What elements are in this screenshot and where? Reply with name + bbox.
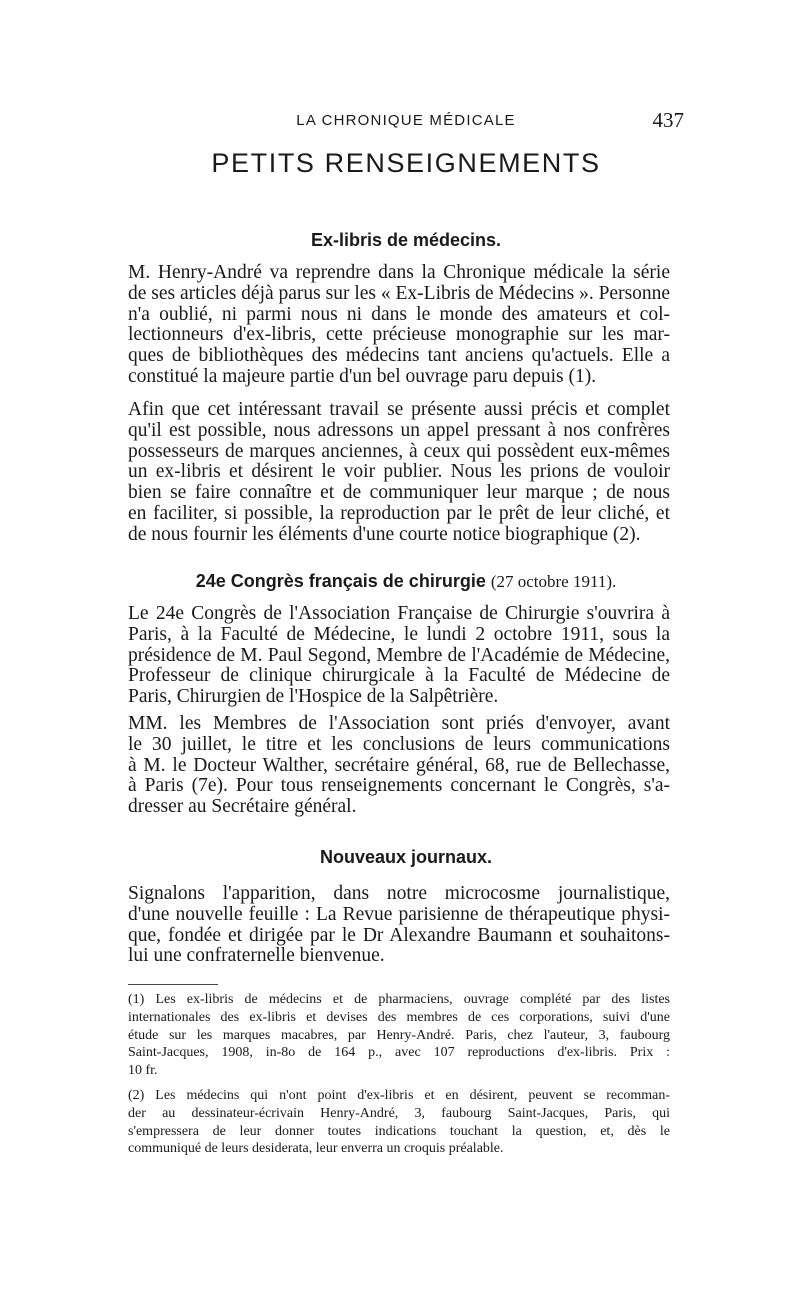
paragraph-ex-libris-2: [128, 400, 670, 546]
footnote-line: Saint-Jacques, 1908, in-8o de 164 p., avec 107 reproductions d'ex-libris. Prix :: [128, 1045, 670, 1061]
footnote-1: [128, 991, 670, 1080]
text-line: Professeur de clinique chirurgicale à la Faculté de Médecine de: [128, 665, 670, 687]
running-head: [128, 108, 684, 132]
text-line: ques de bibliothèques des médecins tant anciens qu'actuels. Elle a: [128, 345, 670, 367]
footnote-line: der au dessinateur-écrivain Henry-André, 3, faubourg Saint-Jacques, Paris, qui: [128, 1105, 670, 1121]
text-line: que, fondée et dirigée par le Dr Alexandre Baumann et souhaitons-: [128, 924, 670, 946]
footnote-line: s'empressera de leur donner toutes indications touchant la question, et, dès le: [128, 1123, 670, 1139]
paragraph-nouveaux-journaux: [128, 884, 670, 967]
text-line: M. Henry-André va reprendre dans la Chronique médicale la série: [128, 262, 670, 283]
text-line: Afin que cet intéressant travail se présente aussi précis et complet: [128, 399, 670, 420]
footnote-line: internationales des ex-libris et devises des membres de ces corporations, suivi d'une: [128, 1009, 670, 1025]
text-line: Paris, à la Faculté de Médecine, le lundi 2 octobre 1911, sous la: [128, 623, 670, 645]
text-line: d'une nouvelle feuille : La Revue parisienne de thérapeutique physi-: [128, 903, 670, 925]
text-line: à M. le Docteur Walther, secrétaire général, 68, rue de Bellechasse,: [128, 754, 670, 776]
footnote-line: étude sur les marques macabres, par Henry-André. Paris, chez l'auteur, 3, faubourg: [128, 1027, 670, 1043]
text-line: de ses articles déjà parus sur les « Ex-Libris de Médecins ». Personne: [128, 282, 671, 304]
footnote-2: [128, 1087, 670, 1158]
page-number: 437: [652, 108, 684, 132]
section-heading-main: 24e Congrès français de chirurgie: [195, 571, 486, 591]
running-title: LA CHRONIQUE MÉDICALE: [296, 112, 516, 129]
text-line: MM. les Membres de l'Association sont priés d'envoyer, avant: [128, 713, 670, 734]
paragraph-ex-libris-1: [128, 263, 670, 388]
text-line: possesseurs de marques anciennes, à ceux qui possèdent eux-mêmes: [128, 440, 670, 462]
footnote-divider: [128, 984, 218, 985]
footnote-line: communiqué de leurs desiderata, leur enverra un croquis préalable.: [128, 1141, 504, 1157]
text-line: qu'il est possible, nous adressons un appel pressant à nos confrères: [128, 419, 670, 441]
text-line: bien se faire connaître et de communiquer leur marque ; de nous: [128, 482, 670, 504]
text-line: en faciliter, si possible, la reproduction par le prêt de leur cliché, et: [128, 502, 670, 524]
text-line: de nous fournir les éléments d'une courte notice biographique (2).: [128, 523, 641, 545]
text-line: constitué la majeure partie d'un bel ouvrage paru depuis (1).: [128, 365, 597, 387]
footnote-line: 10 fr.: [128, 1063, 158, 1079]
section-heading-ex-libris: Ex-libris de médecins.: [310, 230, 502, 250]
paragraph-congres-1: [128, 604, 670, 708]
text-line: à Paris (7e). Pour tous renseignements concernant le Congrès, s'a-: [128, 775, 670, 797]
text-line: présidence de M. Paul Segond, Membre de l'Académie de Médecine,: [128, 644, 670, 666]
section-heading-date: (27 octobre 1911).: [490, 572, 617, 591]
text-line: lectionneurs d'ex-libris, cette précieuse monographie sur les mar-: [128, 324, 670, 346]
text-line: Le 24e Congrès de l'Association Française de Chirurgie s'ouvrira à: [128, 603, 670, 624]
paragraph-congres-2: [128, 714, 670, 818]
text-line: dresser au Secrétaire général.: [128, 796, 357, 818]
text-line: Signalons l'apparition, dans notre microcosme journalistique,: [128, 883, 670, 904]
text-line: Paris, Chirurgien de l'Hospice de la Salpêtrière.: [128, 686, 499, 708]
text-line: un ex-libris et désirent le voir publier. Nous les prions de vouloir: [128, 461, 670, 483]
text-line: le 30 juillet, le titre et les conclusions de leurs communications: [128, 733, 670, 755]
section-heading-congres: [128, 571, 684, 592]
footnote-line: (2) Les médecins qui n'ont point d'ex-libris et en désirent, peuvent se recomman-: [128, 1088, 670, 1103]
section-heading-nouveaux-journaux: Nouveaux journaux.: [319, 847, 493, 867]
text-line: lui une confraternelle bienvenue.: [128, 945, 385, 967]
text-line: n'a oublié, ni parmi nous ni dans le monde des amateurs et col-: [128, 303, 670, 325]
footnote-line: (1) Les ex-libris de médecins et de pharmaciens, ouvrage complété par des listes: [128, 992, 670, 1007]
page-title: PETITS RENSEIGNEMENTS: [211, 148, 601, 178]
